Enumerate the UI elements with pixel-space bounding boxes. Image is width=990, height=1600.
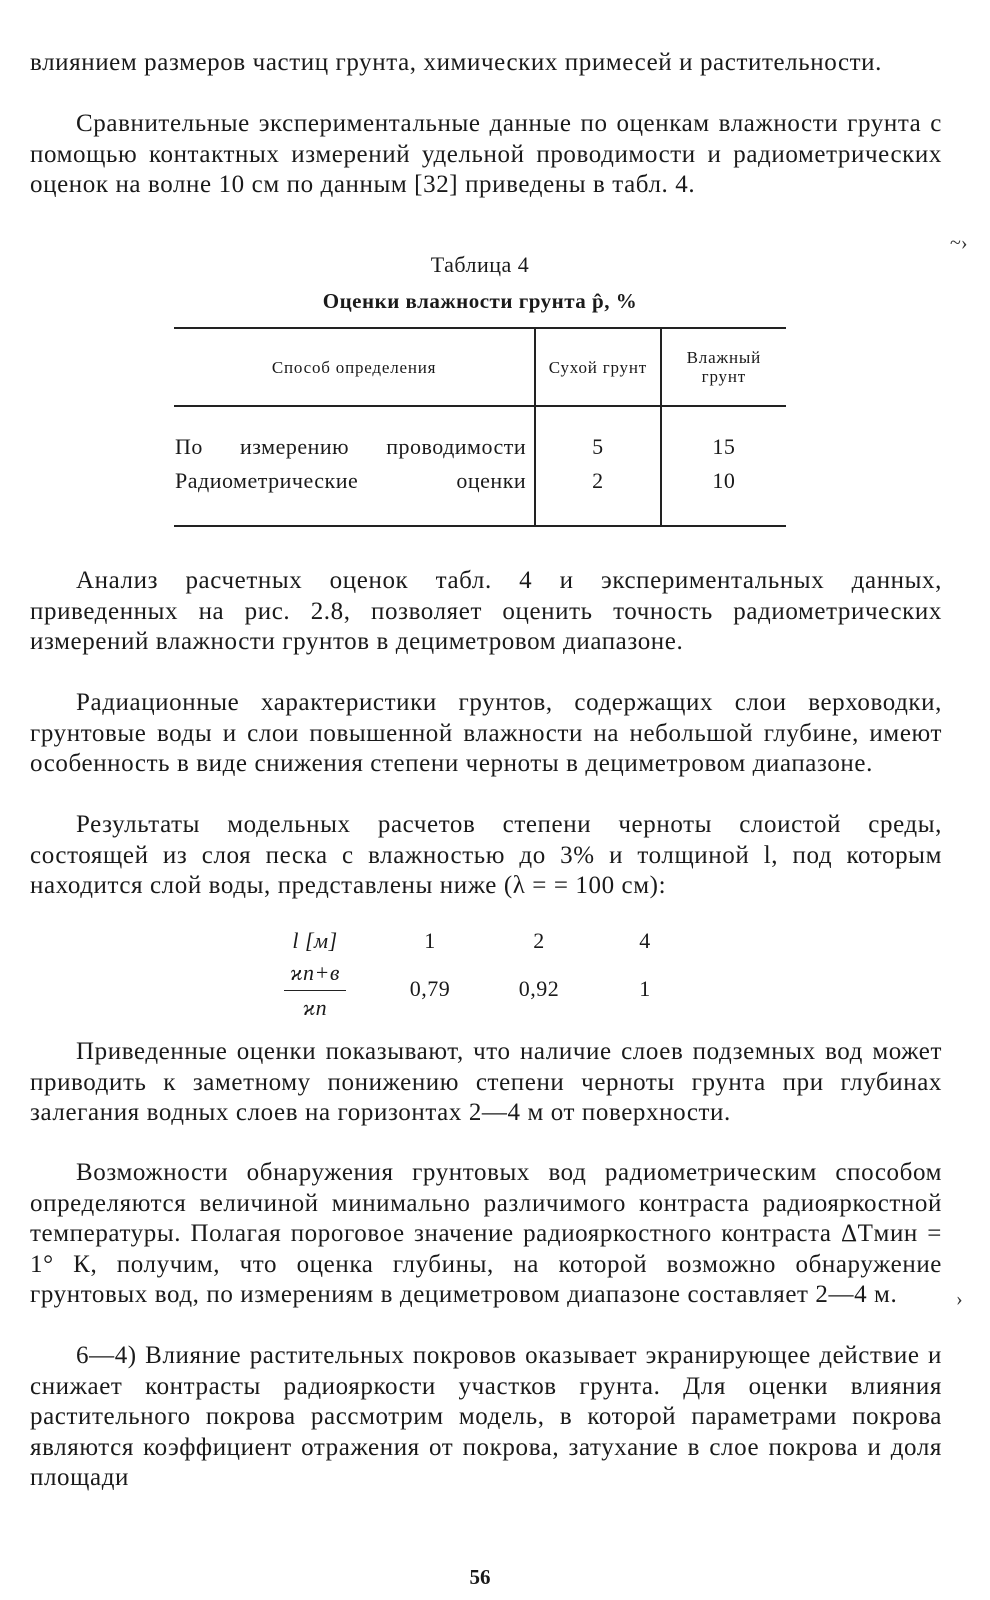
paragraph-1: Сравнительные экспериментальные данные по оценкам влажности грунта с помощью контактных измерений удельной проводимости и радиометрических оценок на волне 10 см по данным [32] приведены в табл. 4. <box>30 110 942 198</box>
paragraph-6: Возможности обнаружения грунтовых вод радиометрическим способом определяются величиной минимально различимого контраста радиояркостной температуры. Полагая пороговое значение радиояркостного контраста ΔTмин = 1° К, получим, что оценка глубины, на которой возможно обнаружение грунтовых вод, по измерениям в дециметровом диапазоне составляет 2—4 м. <box>30 1159 942 1308</box>
paragraph-2: Анализ расчетных оценок табл. 4 и экспериментальных данных, приведенных на рис. 2.8, позволяет оценить точность радиометрических измерений влажности грунтов в дециметровом диапазоне. <box>30 567 942 655</box>
header-wet: Влажный грунт <box>661 328 786 406</box>
ratio-numerator: ϰп+в <box>290 960 340 985</box>
ratio-denominator: ϰп <box>302 995 328 1020</box>
table-header-row <box>174 328 786 406</box>
table-cell: 15 <box>661 406 786 464</box>
margin-mark: ~› <box>950 232 968 254</box>
paragraph-0: влиянием размеров частиц грунта, химических примесей и растительности. <box>30 49 883 76</box>
table-cell: По измерению проводимости <box>175 434 527 459</box>
header-method: Способ определения <box>174 328 535 406</box>
table-cell: 2 <box>535 464 660 526</box>
header-dry: Сухой грунт <box>535 328 660 406</box>
paragraph-3: Радиационные характеристики грунтов, содержащих слои верховодки, грунтовые воды и слои повышенной влажности на небольшой глубине, имеют особенность в виде снижения степени черноты в дециметровом диапазоне. <box>30 689 942 777</box>
depth-value: 4 <box>639 928 651 953</box>
emissivity-ratio <box>270 960 360 1021</box>
depth-value: 2 <box>533 928 545 953</box>
fraction-bar <box>284 990 346 991</box>
ratio-value: 0,92 <box>518 976 560 1001</box>
depth-value: 1 <box>424 928 436 953</box>
table-row <box>174 464 786 526</box>
paragraph-7: 6—4) Влияние растительных покровов оказывает экранирующее действие и снижает контрасты радиояркости участков грунта. Для оценки влияния растительного покрова рассмотрим модель, в которой параметрами покрова являются коэффициент отражения от покрова, затухание в слое покрова и доля площади <box>30 1342 942 1491</box>
table-cell: Радиометрические оценки <box>174 464 535 526</box>
moisture-table <box>174 327 786 527</box>
table-row <box>174 406 786 464</box>
ratio-value: 1 <box>639 976 651 1001</box>
page-number: 56 <box>469 1565 491 1589</box>
depth-label: l [м] <box>292 928 338 953</box>
table-cell: 10 <box>661 464 786 526</box>
paragraph-4: Результаты модельных расчетов степени черноты слоистой среды, состоящей из слоя песка с влажностью до 3% и толщиной l, под которым находится слой воды, представлены ниже (λ = = 100 см): <box>30 811 942 899</box>
paragraph-5: Приведенные оценки показывают, что наличие слоев подземных вод может приводить к заметному понижению степени черноты грунта при глубинах залегания водных слоев на горизонтах 2—4 м от поверхности. <box>30 1038 942 1126</box>
ratio-value: 0,79 <box>409 976 451 1001</box>
table-title: Оценки влажности грунта p̂, % <box>322 289 638 313</box>
table-cell: 5 <box>535 406 660 464</box>
margin-mark: › <box>956 1288 963 1310</box>
table-caption: Таблица 4 <box>430 252 530 277</box>
